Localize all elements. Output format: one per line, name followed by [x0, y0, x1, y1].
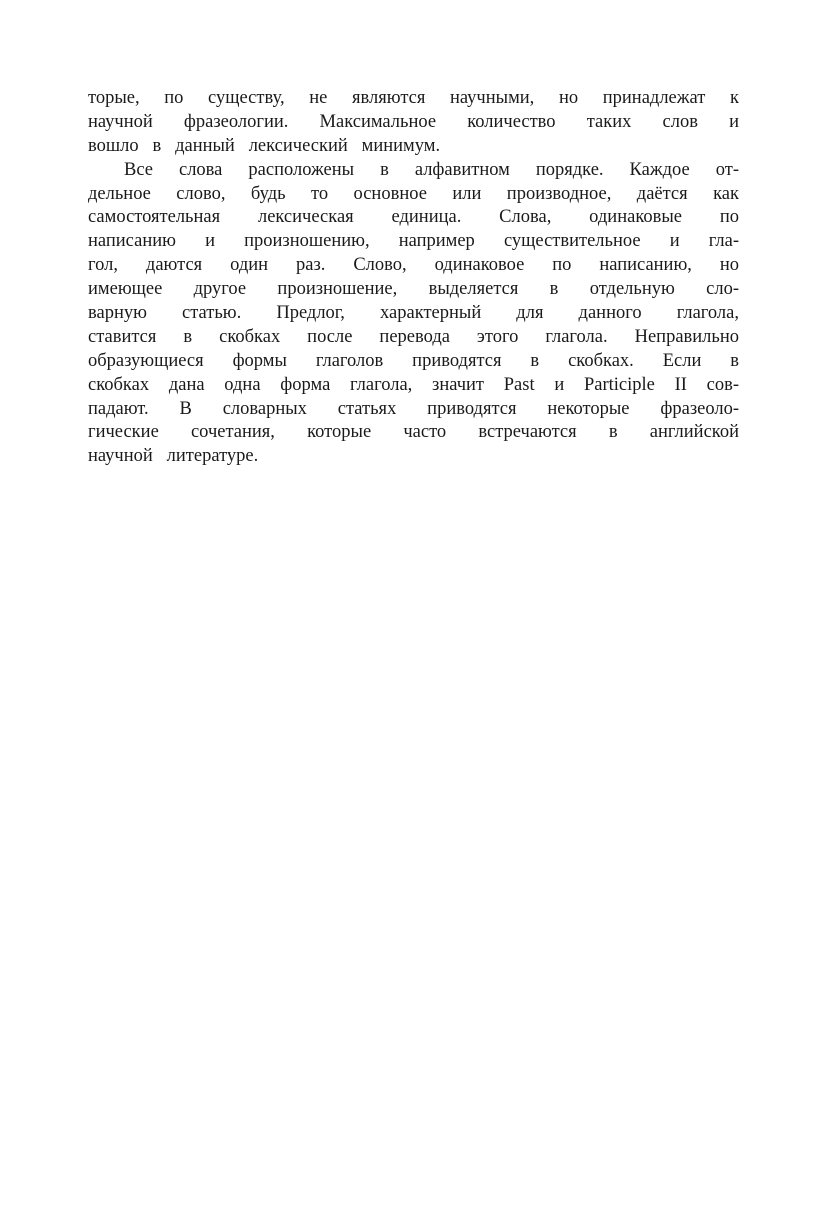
text-line: написанию и произношению, например существительное и гла- [88, 231, 739, 252]
text-line: падают. В словарных статьях приводятся некоторые фразеоло- [88, 398, 739, 419]
text-line: научной литературе. [88, 446, 259, 467]
text-line: научной фразеологии. Максимальное количество таких слов и [88, 111, 739, 132]
text-line: самостоятельная лексическая единица. Слова, одинаковые по [88, 207, 739, 228]
text-line: торые, по существу, не являются научными, но принадлежат к [88, 88, 739, 108]
text-line: гол, даются один раз. Слово, одинаковое по написанию, но [88, 255, 739, 276]
text-line: скобках дана одна форма глагола, значит Past и Participle II сов- [88, 374, 739, 395]
text-line: имеющее другое произношение, выделяется в отдельную сло- [88, 279, 739, 300]
paragraph [88, 87, 739, 159]
text-line: образующиеся формы глаголов приводятся в скобках. Если в [88, 350, 739, 371]
text-line: ставится в скобках после перевода этого глагола. Неправильно [88, 326, 739, 347]
text-line: дельное слово, будь то основное или производное, даётся как [88, 183, 739, 204]
body-text [88, 87, 739, 469]
text-line: Все слова расположены в алфавитном порядке. Каждое от- [124, 159, 739, 180]
text-line: вошло в данный лексический минимум. [88, 135, 441, 156]
text-line: варную статью. Предлог, характерный для данного глагола, [88, 303, 739, 324]
paragraph [88, 159, 739, 470]
text-line: гические сочетания, которые часто встречаются в английской [88, 422, 739, 443]
